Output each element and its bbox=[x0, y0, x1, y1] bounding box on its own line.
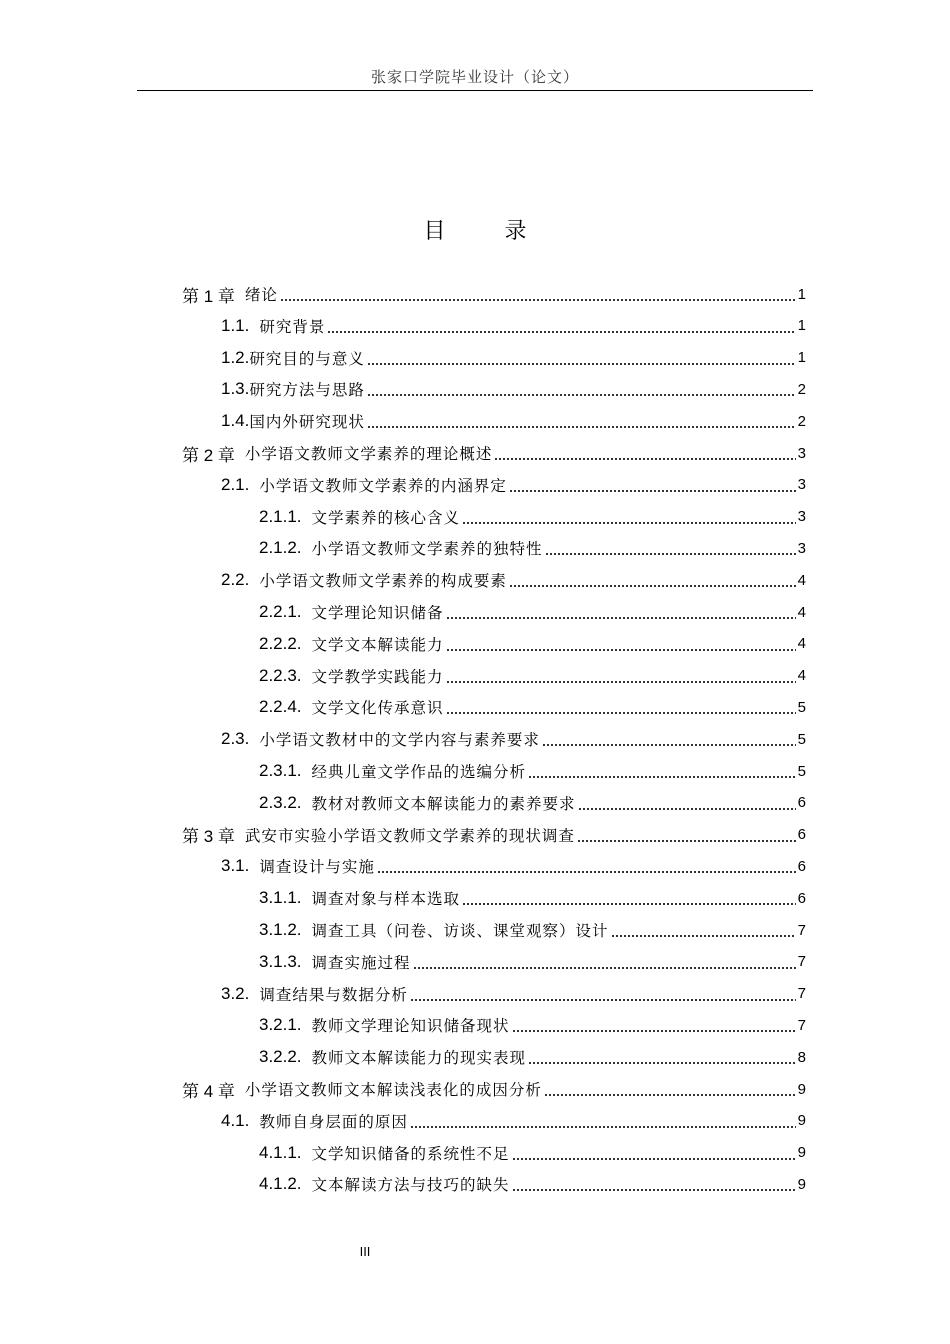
toc-dot-leader bbox=[410, 992, 796, 1002]
toc-entry-title: 小学语文教材中的文学内容与素养要求 bbox=[259, 731, 540, 750]
toc-entry-number: 第 3 章 bbox=[182, 827, 235, 847]
toc-entry-page: 4 bbox=[797, 667, 806, 685]
toc-entry-title: 教师自身层面的原因 bbox=[259, 1112, 408, 1131]
toc-entry[interactable] bbox=[221, 469, 806, 501]
toc-entry[interactable] bbox=[221, 850, 806, 882]
toc-entry[interactable] bbox=[259, 946, 806, 978]
toc-dot-leader bbox=[280, 292, 796, 302]
header-rule bbox=[137, 90, 813, 91]
toc-entry-title: 教材对教师文本解读能力的素养要求 bbox=[311, 794, 576, 813]
toc-entry-title: 文学文本解读能力 bbox=[311, 635, 444, 654]
toc-entry-number: 3.1.3. bbox=[259, 951, 302, 971]
toc-dot-leader bbox=[377, 864, 796, 874]
toc-entry[interactable] bbox=[259, 755, 806, 787]
toc-entry-number: 2.2.1. bbox=[259, 602, 302, 621]
toc-entry-number: 第 1 章 bbox=[182, 286, 235, 306]
toc-entry-title: 研究目的与意义 bbox=[249, 349, 365, 368]
toc-entry-title: 经典儿童文学作品的选编分析 bbox=[311, 763, 527, 781]
toc-dot-leader bbox=[494, 451, 795, 461]
toc-entry[interactable] bbox=[259, 914, 806, 946]
toc-entry-page: 6 bbox=[797, 889, 806, 907]
toc-entry[interactable] bbox=[221, 1105, 806, 1137]
toc-entry-title: 调查对象与样本选取 bbox=[311, 890, 461, 909]
toc-entry[interactable] bbox=[259, 628, 806, 660]
toc-entry[interactable] bbox=[221, 978, 806, 1010]
toc-entry-page: 1 bbox=[797, 349, 806, 367]
toc-entry-number: 2.2.3. bbox=[259, 665, 302, 685]
toc-entry[interactable] bbox=[259, 660, 806, 692]
toc-entry-page: 2 bbox=[797, 412, 806, 430]
toc-dot-leader bbox=[509, 483, 796, 493]
toc-entry-page: 5 bbox=[797, 730, 806, 748]
toc-entry-title: 调查实施过程 bbox=[311, 953, 411, 972]
toc-entry[interactable] bbox=[221, 723, 806, 755]
toc-dot-leader bbox=[528, 769, 796, 779]
toc-entry[interactable] bbox=[259, 787, 806, 819]
toc-entry-title: 小学语文教师文学素养的内涵界定 bbox=[259, 476, 507, 495]
toc-entry[interactable] bbox=[182, 437, 806, 469]
toc-entry-number: 1.3. bbox=[221, 379, 250, 399]
toc-dot-leader bbox=[410, 1119, 796, 1129]
toc-entry-number: 3.1. bbox=[221, 856, 250, 876]
toc-dot-leader bbox=[545, 546, 796, 556]
toc-entry[interactable] bbox=[259, 596, 806, 628]
toc-entry-number: 2.1.1. bbox=[259, 506, 302, 526]
toc-dot-leader bbox=[446, 642, 796, 652]
toc-dot-leader bbox=[462, 896, 796, 906]
toc-entry-title: 教师文本解读能力的现实表现 bbox=[311, 1049, 527, 1068]
toc-entry[interactable] bbox=[221, 405, 806, 437]
toc-entry[interactable] bbox=[259, 532, 806, 564]
toc-dot-leader bbox=[327, 324, 795, 334]
toc-entry-page: 3 bbox=[797, 508, 806, 526]
toc-entry-title: 调查工具（问卷、访谈、课堂观察）设计 bbox=[311, 922, 609, 940]
toc-entry[interactable] bbox=[221, 342, 806, 374]
toc-entry-number: 3.2.2. bbox=[259, 1047, 302, 1067]
toc-entry-number: 3.2.1. bbox=[259, 1015, 302, 1035]
toc-entry[interactable] bbox=[221, 310, 806, 342]
toc-entry-title: 小学语文教师文学素养的理论概述 bbox=[244, 445, 493, 463]
toc-entry-number: 4.1. bbox=[221, 1110, 250, 1130]
toc-entry-title: 文本解读方法与技巧的缺失 bbox=[311, 1176, 510, 1195]
toc-entry-page: 6 bbox=[797, 826, 806, 844]
toc-entry[interactable] bbox=[259, 882, 806, 914]
toc-entry-page: 4 bbox=[797, 571, 806, 589]
toc-dot-leader bbox=[367, 387, 796, 397]
toc-entry-page: 7 bbox=[797, 985, 806, 1003]
toc-entry-number: 2.3.2. bbox=[259, 792, 302, 812]
toc-entry-number: 3.2. bbox=[221, 983, 250, 1003]
toc-entry-title: 小学语文教师文本解读浅表化的成因分析 bbox=[244, 1081, 542, 1099]
toc-dot-leader bbox=[446, 610, 796, 620]
toc-dot-leader bbox=[512, 1182, 796, 1192]
toc-dot-leader bbox=[611, 928, 796, 938]
toc-dot-leader bbox=[577, 833, 796, 843]
toc-entry-page: 9 bbox=[797, 1112, 806, 1130]
page-number: III bbox=[359, 1244, 371, 1259]
toc-entry-page: 8 bbox=[797, 1048, 806, 1066]
toc-entry-number: 4.1.2. bbox=[259, 1174, 302, 1194]
toc-entry-number: 第 4 章 bbox=[182, 1081, 235, 1101]
toc-entry-title: 调查设计与实施 bbox=[259, 858, 375, 877]
toc-entry-page: 9 bbox=[797, 1144, 806, 1162]
toc-entry-number: 2.2.4. bbox=[259, 697, 302, 717]
toc-entry[interactable] bbox=[259, 1041, 806, 1073]
toc-entry-number: 2.1. bbox=[221, 474, 250, 494]
toc-entry-page: 6 bbox=[797, 794, 806, 812]
toc-entry-number: 2.3.1. bbox=[259, 761, 302, 780]
toc-dot-leader bbox=[578, 801, 796, 811]
toc-entry-page: 3 bbox=[797, 539, 806, 557]
toc-entry-page: 7 bbox=[797, 1016, 806, 1034]
toc-entry-number: 第 2 章 bbox=[182, 445, 235, 465]
toc-entry-number: 1.1. bbox=[221, 315, 250, 335]
toc-entry-page: 4 bbox=[797, 635, 806, 653]
page-header: 张家口学院毕业设计（论文） bbox=[370, 68, 579, 86]
toc-entry-page: 3 bbox=[797, 444, 806, 462]
toc-entry-page: 6 bbox=[797, 857, 806, 875]
toc-entry-page: 1 bbox=[797, 285, 806, 303]
toc-entry-page: 3 bbox=[797, 476, 806, 494]
toc-entry-page: 5 bbox=[797, 762, 806, 780]
toc-dot-leader bbox=[446, 674, 796, 684]
toc-entry-number: 1.2. bbox=[221, 347, 250, 367]
toc-dot-leader bbox=[512, 1023, 796, 1033]
toc-dot-leader bbox=[413, 960, 796, 970]
toc-entry-number: 4.1.1. bbox=[259, 1142, 302, 1162]
toc-dot-leader bbox=[367, 419, 796, 429]
toc-entry-title: 调查结果与数据分析 bbox=[259, 985, 408, 1004]
toc-entry-page: 7 bbox=[797, 953, 806, 971]
toc-entry-title: 文学知识储备的系统性不足 bbox=[311, 1144, 510, 1163]
toc-entry-title: 文学教学实践能力 bbox=[311, 667, 444, 686]
toc-dot-leader bbox=[542, 737, 796, 747]
toc-entry[interactable] bbox=[221, 373, 806, 405]
toc-entry[interactable] bbox=[182, 1073, 806, 1105]
toc-entry-number: 2.2. bbox=[221, 570, 250, 590]
toc-entry-title: 研究方法与思路 bbox=[249, 381, 365, 400]
toc-entry[interactable] bbox=[221, 564, 806, 596]
toc-title: 目 录 bbox=[423, 219, 553, 244]
toc-entry-title: 武安市实验小学语文教师文学素养的现状调查 bbox=[244, 826, 575, 845]
toc-entry-page: 7 bbox=[797, 921, 806, 939]
toc-dot-leader bbox=[462, 515, 796, 525]
toc-dot-leader bbox=[544, 1087, 796, 1097]
toc-entry-title: 文学文化传承意识 bbox=[311, 699, 444, 718]
toc-entry-title: 教师文学理论知识储备现状 bbox=[311, 1017, 510, 1036]
toc-entry[interactable] bbox=[259, 1137, 806, 1169]
toc-entry-title: 文学理论知识储备 bbox=[311, 604, 444, 622]
toc-entry[interactable] bbox=[182, 278, 806, 310]
toc-entry-number: 1.4. bbox=[221, 411, 250, 431]
toc-dot-leader bbox=[446, 705, 796, 715]
toc-entry-title: 绪论 bbox=[244, 286, 278, 304]
toc-entry-number: 2.3. bbox=[221, 729, 250, 749]
toc-entry-page: 2 bbox=[797, 380, 806, 398]
toc-entry-number: 2.2.2. bbox=[259, 633, 302, 653]
toc-entry-number: 2.1.2. bbox=[259, 538, 302, 558]
toc-dot-leader bbox=[367, 356, 796, 366]
toc-entry-title: 文学素养的核心含义 bbox=[311, 508, 461, 527]
toc-dot-leader bbox=[528, 1055, 796, 1065]
toc-entry[interactable] bbox=[182, 819, 806, 851]
toc-entry-title: 小学语文教师文学素养的独特性 bbox=[311, 540, 543, 559]
toc-entry-page: 9 bbox=[797, 1080, 806, 1098]
toc-entry-page: 4 bbox=[797, 603, 806, 621]
toc-entry[interactable] bbox=[259, 501, 806, 533]
toc-entry-number: 3.1.1. bbox=[259, 888, 302, 908]
toc-entry-page: 9 bbox=[797, 1175, 806, 1193]
toc-entry[interactable] bbox=[259, 1168, 806, 1200]
toc-entry-number: 3.1.2. bbox=[259, 920, 302, 939]
toc-dot-leader bbox=[509, 578, 796, 588]
toc-entry[interactable] bbox=[259, 1009, 806, 1041]
toc-entry[interactable] bbox=[259, 691, 806, 723]
toc-entry-title: 研究背景 bbox=[259, 317, 326, 336]
toc-entry-title: 小学语文教师文学素养的构成要素 bbox=[259, 572, 507, 591]
toc-entry-page: 5 bbox=[797, 698, 806, 716]
toc-dot-leader bbox=[512, 1151, 796, 1161]
toc-entry-page: 1 bbox=[797, 317, 806, 335]
toc-entry-title: 国内外研究现状 bbox=[249, 413, 365, 432]
